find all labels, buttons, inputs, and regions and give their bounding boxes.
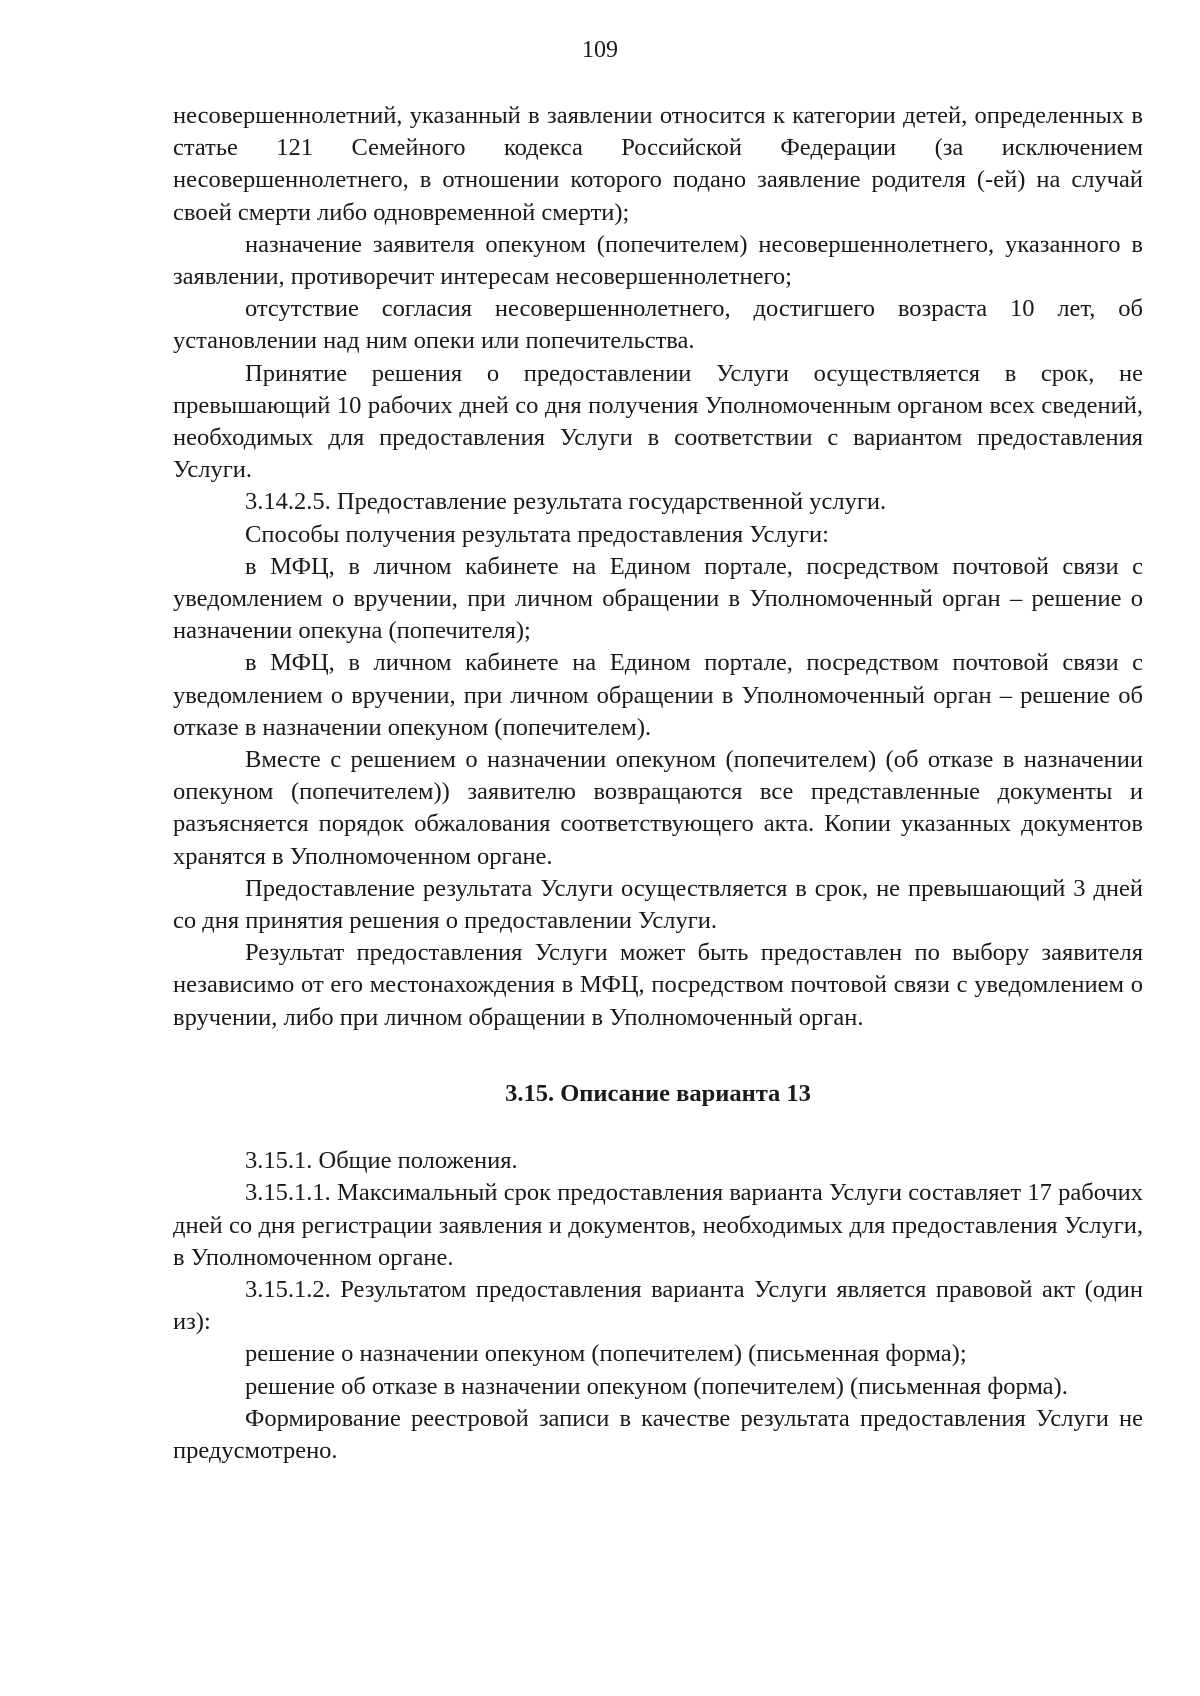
paragraph: решение об отказе в назначении опекуном (попечителем) (письменная форма). <box>245 1372 1068 1400</box>
paragraph: в МФЦ, в личном кабинете на Едином портале, посредством почтовой связи с уведомлением о вручении, при личном обращении в Уполномоченный орган – решение об отказе в назначении опекуном (попечителем). <box>173 649 1143 741</box>
paragraph: 3.15.1.1. Максимальный срок предоставления варианта Услуги составляет 17 рабочих дней со дня регистрации заявления и документов, необходимых для предоставления Услуги, в Уполномоченном органе. <box>173 1179 1143 1271</box>
paragraph: 3.15.1.2. Результатом предоставления варианта Услуги является правовой акт (один из): <box>173 1275 1143 1336</box>
paragraph: отсутствие согласия несовершеннолетнего, достигшего возраста 10 лет, об установлении над ним опеки или попечительства. <box>173 295 1143 355</box>
document-body <box>173 100 1143 1467</box>
section-heading: 3.15. Описание варианта 13 <box>505 1079 811 1107</box>
paragraph: Способы получения результата предоставления Услуги: <box>245 520 829 548</box>
paragraph: несовершеннолетний, указанный в заявлении относится к категории детей, определенных в статье 121 Семейного кодекса Российской Федерации (за исключением несовершеннолетнего, в отношении которого подано заявление родителя (-ей) на случай своей смерти либо одновременной смерти); <box>173 102 1143 226</box>
paragraph: Принятие решения о предоставлении Услуги осуществляется в срок, не превышающий 10 рабочих дней со дня получения Уполномоченным органом всех сведений, необходимых для предоставления Услуги в соответствии с вариантом предоставления Услуги. <box>173 359 1143 484</box>
paragraph: Результат предоставления Услуги может быть предоставлен по выбору заявителя независимо от его местонахождения в МФЦ, посредством почтовой связи с уведомлением о вручении, либо при личном обращении в Уполномоченный орган. <box>173 939 1143 1031</box>
page-number: 109 <box>582 37 618 63</box>
paragraph: 3.14.2.5. Предоставление результата государственной услуги. <box>245 488 887 516</box>
paragraph: Формирование реестровой записи в качестве результата предоставления Услуги не предусмотрено. <box>173 1404 1143 1464</box>
paragraph: Предоставление результата Услуги осуществляется в срок, не превышающий 3 дней со дня принятия решения о предоставлении Услуги. <box>173 874 1143 935</box>
paragraph: назначение заявителя опекуном (попечителем) несовершеннолетнего, указанного в заявлении, противоречит интересам несовершеннолетнего; <box>173 230 1143 291</box>
paragraph: 3.15.1. Общие положения. <box>245 1147 518 1175</box>
paragraph: решение о назначении опекуном (попечителем) (письменная форма); <box>245 1340 967 1368</box>
paragraph: в МФЦ, в личном кабинете на Едином портале, посредством почтовой связи с уведомлением о вручении, при личном обращении в Уполномоченный орган – решение о назначении опекуна (попечителя); <box>173 552 1143 645</box>
paragraph: Вместе с решением о назначении опекуном (попечителем) (об отказе в назначении опекуном (попечителем)) заявителю возвращаются все представленные документы и разъясняется порядок обжалования соответствующего акта. Копии указанных документов хранятся в Уполномоченном органе. <box>173 746 1143 870</box>
